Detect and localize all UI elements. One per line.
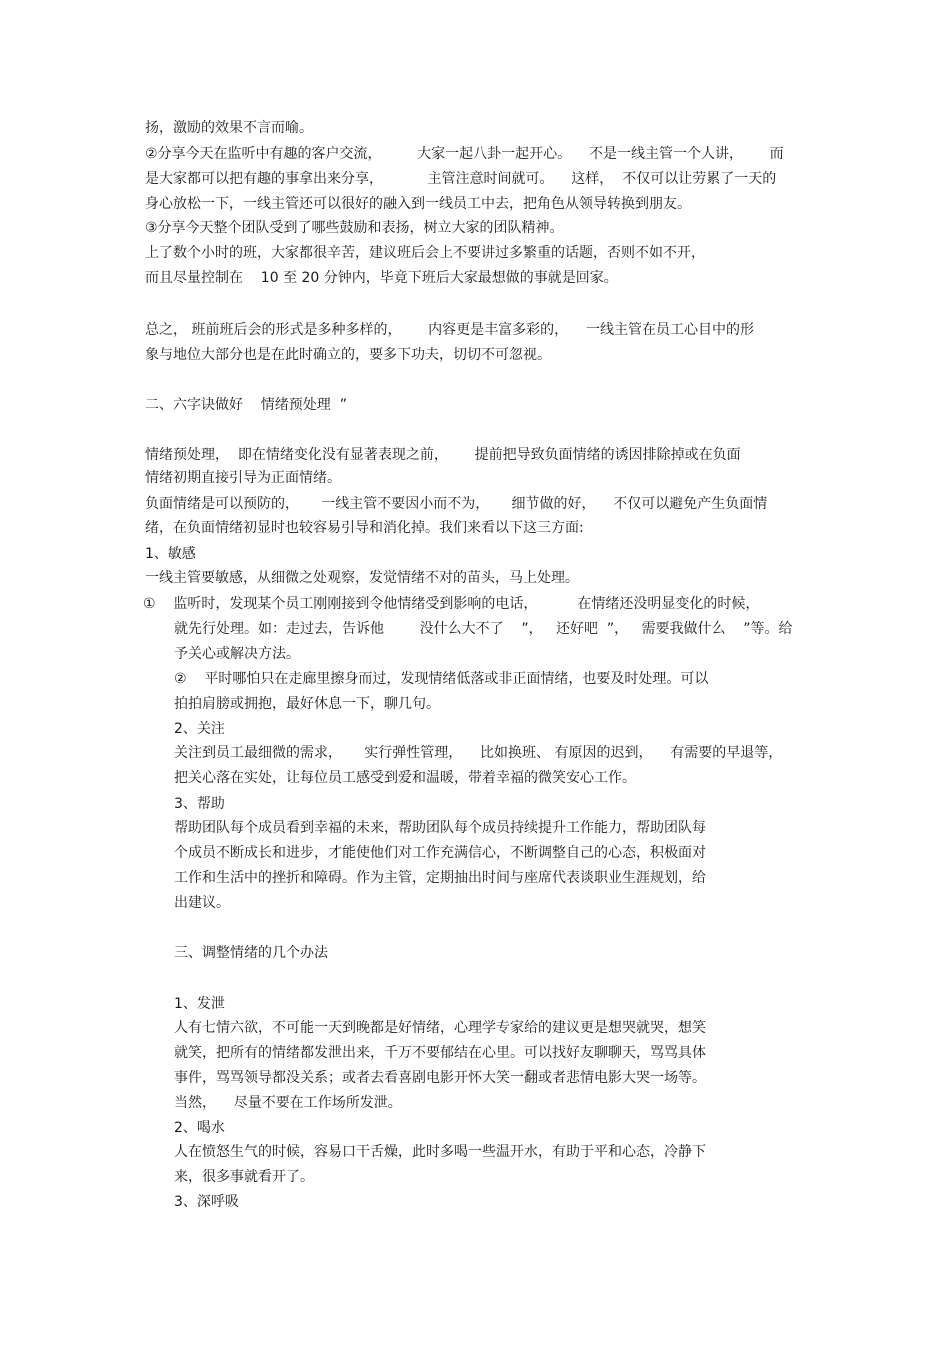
subheading: 1、敏感	[145, 546, 196, 562]
text-line: 象与地位大部分也是在此时确立的，要多下功夫，切切不可忽视。	[145, 347, 551, 363]
subheading: 2、关注	[174, 721, 225, 737]
subheading: 3、帮助	[174, 796, 225, 812]
text-line: 把关心落在实处，让每位员工感受到爱和温暖，带着幸福的微笑安心工作。	[174, 770, 636, 786]
text-line: 就笑，把所有的情绪都发泄出来，千万不要郁结在心里。可以找好友聊聊天，骂骂具体	[174, 1045, 706, 1061]
text-line: 一线主管要敏感，从细微之处观察，发觉情绪不对的苗头，马上处理。	[145, 570, 579, 586]
text-line: 而且尽量控制在 10 至 20 分钟内，毕竟下班后大家最想做的事就是回家。	[145, 270, 618, 286]
section-heading: 三、调整情绪的几个办法	[174, 945, 328, 961]
text-line: 负面情绪是可以预防的， 一线主管不要因小而不为， 细节做的好， 不仅可以避免产生负面情	[145, 496, 768, 512]
text-line: 当然， 尽量不要在工作场所发泄。	[174, 1095, 402, 1111]
text-line: 事件，骂骂领导都没关系；或者去看喜剧电影开怀大笑一翻或者悲情电影大哭一场等。	[174, 1070, 706, 1086]
text-line: 绪，在负面情绪初显时也较容易引导和消化掉。我们来看以下这三方面:	[145, 520, 584, 536]
section-heading: 二、六字诀做好 情绪预处理 ”	[145, 397, 347, 413]
text-line: 工作和生活中的挫折和障碍。作为主管，定期抽出时间与座席代表谈职业生涯规划，给	[174, 870, 706, 886]
text-line: 出建议。	[174, 895, 230, 911]
text-line: 就先行处理。如：走过去，告诉他 没什么大不了 ”， 还好吧 ”， 需要我做什么 ”等。给	[174, 621, 793, 637]
text-line: 帮助团队每个成员看到幸福的未来，帮助团队每个成员持续提升工作能力，帮助团队每	[174, 820, 706, 836]
text-line: 人有七情六欲，不可能一天到晚都是好情绪，心理学专家给的建议更是想哭就哭，想笑	[174, 1020, 706, 1036]
text-line: 是大家都可以把有趣的事拿出来分享， 主管注意时间就可。 这样， 不仅可以让劳累了一天的	[145, 171, 777, 187]
text-line: 身心放松一下，一线主管还可以很好的融入到一线员工中去，把角色从领导转换到朋友。	[145, 196, 691, 212]
subheading: 1、发泄	[174, 996, 225, 1012]
text-line: 个成员不断成长和进步，才能使他们对工作充满信心，不断调整自己的心态，积极面对	[174, 845, 706, 861]
text-line: 人在愤怒生气的时候，容易口干舌燥，此时多喝一些温开水，有助于平和心态，冷静下	[174, 1144, 706, 1160]
text-line: 上了数个小时的班，大家都很辛苦，建议班后会上不要讲过多繁重的话题，否则不如不开，	[145, 245, 705, 261]
subheading: 3、深呼吸	[174, 1194, 239, 1210]
text-line: 关注到员工最细微的需求， 实行弹性管理， 比如换班、 有原因的迟到， 有需要的早退等，	[174, 745, 783, 761]
text-line: 情绪预处理， 即在情绪变化没有显著表现之前， 提前把导致负面情绪的诱因排除掉或在负面	[145, 447, 741, 463]
text-line: 情绪初期直接引导为正面情绪。	[145, 470, 341, 486]
text-line: 拍拍肩膀或拥抱，最好休息一下，聊几句。	[174, 696, 440, 712]
text-line: 予关心或解决方法。	[174, 646, 300, 662]
text-line: ②分享今天在监听中有趣的客户交流， 大家一起八卦一起开心。 不是一线主管一个人讲， 而	[145, 146, 784, 162]
subheading: 2、喝水	[174, 1120, 225, 1136]
list-item: ② 平时哪怕只在走廊里擦身而过，发现情绪低落或非正面情绪，也要及时处理。可以	[174, 671, 709, 687]
text-line: 总之， 班前班后会的形式是多种多样的， 内容更是丰富多彩的， 一线主管在员工心目中的形	[145, 322, 754, 338]
text-line: 扬，激励的效果不言而喻。	[145, 120, 313, 136]
text-line: 来，很多事就看开了。	[174, 1169, 314, 1185]
list-item: ① 监听时，发现某个员工刚刚接到令他情绪受到影响的电话， 在情绪还没明显变化的时候，	[143, 596, 760, 612]
text-line: ③分享今天整个团队受到了哪些鼓励和表扬，树立大家的团队精神。	[145, 220, 564, 236]
